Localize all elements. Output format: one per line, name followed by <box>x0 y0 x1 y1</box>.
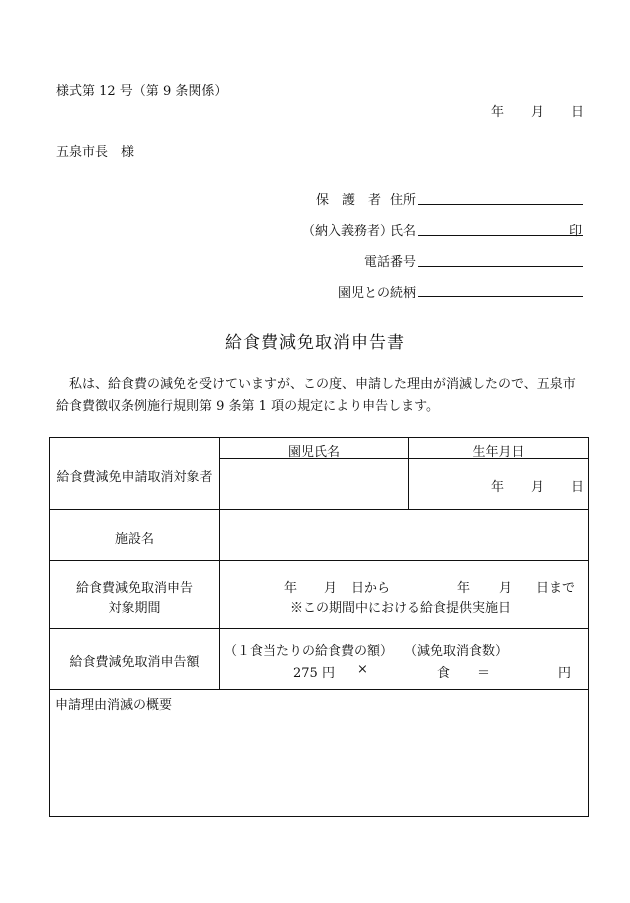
reason-field[interactable] <box>50 712 588 816</box>
declaration-text: 私は、給食費の減免を受けていますが、この度、申請した理由が消滅したので、五泉市給食費徴収条例施行規則第 9 条第 1 項の規定により申告します。 <box>56 377 576 414</box>
phone-label: 電話番号 <box>364 255 417 270</box>
name-label: 氏名 <box>390 224 417 239</box>
period-from-year: 年 <box>284 581 298 596</box>
date-month-label: 月 <box>531 105 545 120</box>
addressee: 五泉市長 様 <box>56 145 135 160</box>
target-person-label: 給食費減免申請取消対象者 <box>56 470 213 485</box>
unit-price-value: 275 円 <box>293 666 335 681</box>
reason-label: 申請理由消滅の概要 <box>55 698 173 713</box>
period-note: ※この期間中における給食提供実施日 <box>290 601 512 616</box>
child-name-field[interactable] <box>220 459 408 509</box>
times-sign: × <box>357 662 368 677</box>
birthdate-header: 生年月日 <box>472 445 525 460</box>
unit-price-header: （１食当たりの給食費の額） <box>224 644 394 659</box>
birth-year-label: 年 <box>491 480 505 495</box>
period-from-month: 月 <box>324 581 338 596</box>
phone-field[interactable] <box>418 266 583 267</box>
date-year-label: 年 <box>491 105 505 120</box>
relation-field[interactable] <box>418 296 583 297</box>
document-title: 給食費減免取消申告書 <box>225 333 405 353</box>
guardian-label: 保 護 者 <box>316 193 382 208</box>
address-field[interactable] <box>418 204 583 205</box>
seal-mark: 印 <box>569 224 583 239</box>
facility-field[interactable] <box>220 510 588 560</box>
period-label-line1: 給食費減免取消申告 <box>75 581 193 596</box>
taxpayer-label: （納入義務者） <box>302 224 394 239</box>
period-label-line2: 対象期間 <box>108 601 161 616</box>
address-label: 住所 <box>390 193 417 208</box>
meal-count-header: （減免取消食数） <box>404 644 509 659</box>
amount-label: 給食費減免取消申告額 <box>69 655 200 670</box>
date-day-label: 日 <box>571 105 585 120</box>
relation-label: 園児との続柄 <box>338 286 417 301</box>
meals-unit: 食 <box>437 666 451 681</box>
child-name-header: 園児氏名 <box>287 445 340 460</box>
yen-unit: 円 <box>558 666 572 681</box>
equals-sign: ＝ <box>477 666 491 681</box>
form-number: 様式第 12 号（第 9 条関係） <box>56 84 228 99</box>
period-to-year: 年 <box>457 581 471 596</box>
birth-day-label: 日 <box>571 480 585 495</box>
period-to-month: 月 <box>499 581 513 596</box>
period-from-day: 日から <box>351 581 391 596</box>
period-to-day: 日まで <box>536 581 576 596</box>
facility-label: 施設名 <box>114 532 154 547</box>
name-field[interactable] <box>418 235 583 236</box>
birth-month-label: 月 <box>531 480 545 495</box>
